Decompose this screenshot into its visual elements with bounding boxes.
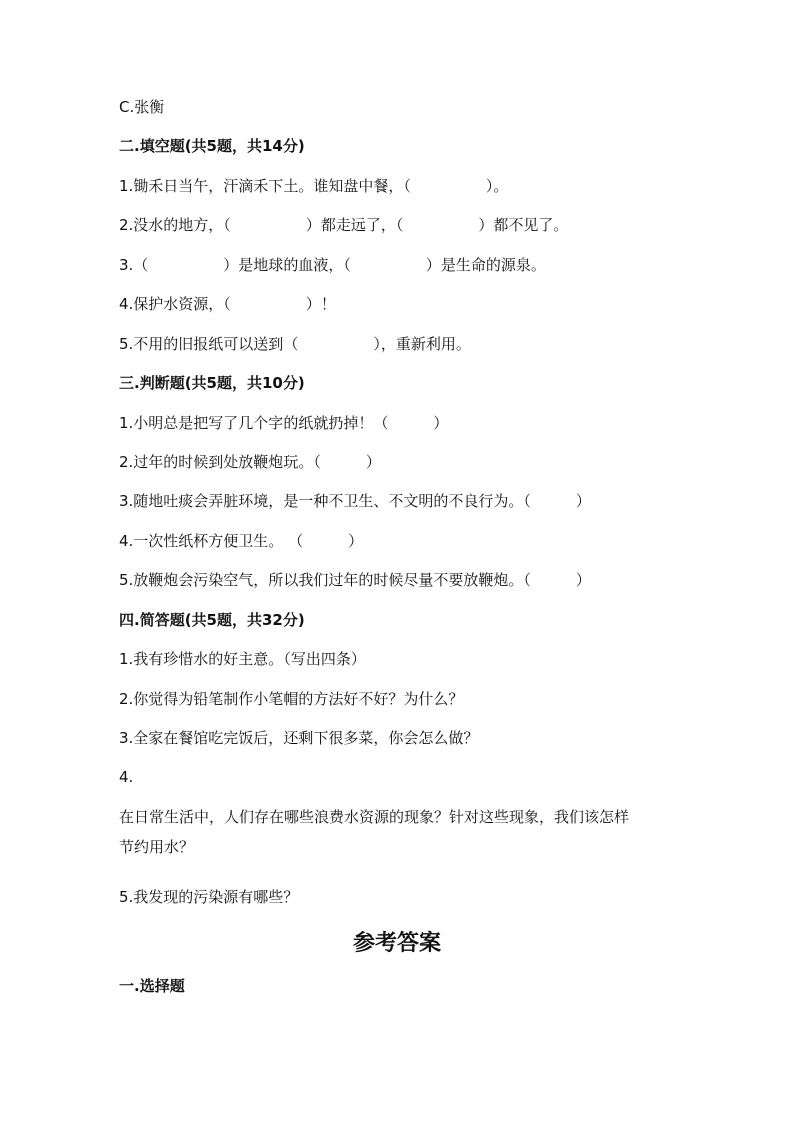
judge-question-2: 2.过年的时候到处放鞭炮玩。（ ） — [119, 453, 381, 471]
short-question-5: 5.我发现的污染源有哪些？ — [119, 888, 299, 906]
section-4-heading: 四.简答题(共5题，共32分) — [119, 611, 305, 629]
judge-question-3: 3.随地吐痰会弄脏环境，是一种不卫生、不文明的不良行为。（ ） — [119, 492, 591, 510]
section-2-heading: 二.填空题(共5题，共14分) — [119, 137, 305, 155]
fill-question-3: 3.（ ）是地球的血液，（ ）是生命的源泉。 — [119, 256, 546, 274]
fill-question-5: 5.不用的旧报纸可以送到（ ），重新利用。 — [119, 335, 471, 353]
judge-question-4: 4.一次性纸杯方便卫生。 （ ） — [119, 532, 364, 550]
answer-key-title: 参考答案 — [352, 930, 441, 956]
fill-question-4: 4.保护水资源，（ ）！ — [119, 295, 336, 313]
short-question-3: 3.全家在餐馆吃完饭后，还剩下很多菜，你会怎么做？ — [119, 729, 479, 747]
short-question-4-number: 4. — [119, 768, 134, 786]
section-3-heading: 三.判断题(共5题，共10分) — [119, 374, 305, 392]
fill-question-1: 1.锄禾日当午，汗滴禾下土。谁知盘中餐，（ ）。 — [119, 177, 509, 195]
option-c: C.张衡 — [119, 98, 165, 116]
short-question-2: 2.你觉得为铅笔制作小笔帽的方法好不好？为什么？ — [119, 690, 464, 708]
judge-question-1: 1.小明总是把写了几个字的纸就扔掉！（ ） — [119, 414, 449, 432]
answer-section-1-heading: 一.选择题 — [119, 977, 185, 995]
short-question-1: 1.我有珍惜水的好主意。（写出四条） — [119, 650, 366, 668]
judge-question-5: 5.放鞭炮会污染空气，所以我们过年的时候尽量不要放鞭炮。（ ） — [119, 571, 591, 589]
fill-question-2: 2.没水的地方，（ ）都走远了，（ ）都不见了。 — [119, 216, 569, 234]
short-question-4-line-1: 在日常生活中，人们存在哪些浪费水资源的现象？针对这些现象，我们该怎样 — [119, 808, 630, 826]
short-question-4-line-2: 节约用水？ — [119, 838, 195, 856]
